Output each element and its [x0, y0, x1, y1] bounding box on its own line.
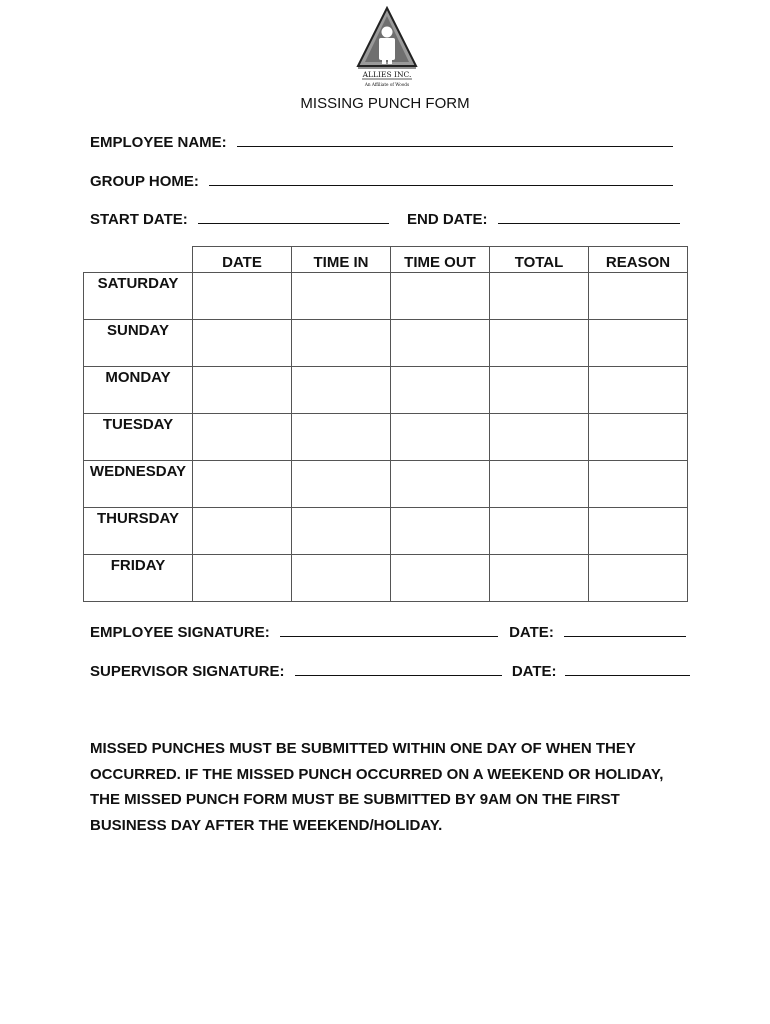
employee-date-label: DATE:	[509, 624, 554, 641]
date-cell[interactable]	[193, 508, 292, 555]
table-row	[84, 508, 688, 555]
column-header-time-in: TIME IN	[292, 247, 391, 273]
date-cell[interactable]	[193, 461, 292, 508]
end-date-line[interactable]	[498, 210, 680, 224]
time-in-cell[interactable]	[292, 508, 391, 555]
supervisor-date-line[interactable]	[565, 662, 690, 676]
employee-name-row	[90, 133, 673, 151]
table-row	[84, 461, 688, 508]
reason-cell[interactable]	[589, 414, 688, 461]
employee-name-line[interactable]	[237, 133, 673, 147]
time-out-cell[interactable]	[391, 273, 490, 320]
total-cell[interactable]	[490, 461, 589, 508]
table-row	[84, 367, 688, 414]
employee-date-line[interactable]	[564, 623, 686, 637]
start-date-line[interactable]	[198, 210, 389, 224]
submission-notice	[90, 736, 690, 839]
reason-cell[interactable]	[589, 555, 688, 602]
reason-cell[interactable]	[589, 273, 688, 320]
reason-cell[interactable]	[589, 461, 688, 508]
group-home-label: GROUP HOME:	[90, 173, 199, 190]
punch-table	[83, 246, 688, 602]
table-corner	[84, 247, 193, 273]
time-out-cell[interactable]	[391, 555, 490, 602]
end-date-row	[407, 210, 680, 228]
notice-line: THE MISSED PUNCH FORM MUST BE SUBMITTED BY 9AM ON THE FIRST	[90, 791, 620, 809]
employee-signature-line[interactable]	[280, 623, 498, 637]
day-label: THURSDAY	[84, 508, 193, 555]
table-row	[84, 414, 688, 461]
employee-name-label: EMPLOYEE NAME:	[90, 134, 227, 151]
group-home-row	[90, 172, 673, 190]
table-row	[84, 555, 688, 602]
date-cell[interactable]	[193, 555, 292, 602]
time-in-cell[interactable]	[292, 367, 391, 414]
group-home-line[interactable]	[209, 172, 673, 186]
logo-tagline-text: An Affiliate of Woods	[364, 82, 410, 87]
supervisor-signature-row	[90, 662, 690, 680]
start-date-label: START DATE:	[90, 211, 188, 228]
reason-cell[interactable]	[589, 508, 688, 555]
time-in-cell[interactable]	[292, 320, 391, 367]
supervisor-signature-line[interactable]	[295, 662, 502, 676]
date-cell[interactable]	[193, 367, 292, 414]
supervisor-signature-label: SUPERVISOR SIGNATURE:	[90, 663, 285, 680]
date-cell[interactable]	[193, 273, 292, 320]
reason-cell[interactable]	[589, 320, 688, 367]
notice-line: OCCURRED. IF THE MISSED PUNCH OCCURRED ON A WEEKEND OR HOLIDAY,	[90, 765, 664, 783]
total-cell[interactable]	[490, 555, 589, 602]
day-label: WEDNESDAY	[84, 461, 193, 508]
day-label: SATURDAY	[84, 273, 193, 320]
table-row	[84, 273, 688, 320]
time-in-cell[interactable]	[292, 461, 391, 508]
time-out-cell[interactable]	[391, 461, 490, 508]
notice-line: MISSED PUNCHES MUST BE SUBMITTED WITHIN ONE DAY OF WHEN THEY	[90, 740, 636, 757]
end-date-label: END DATE:	[407, 211, 488, 228]
table-header-row	[84, 247, 688, 273]
time-in-cell[interactable]	[292, 555, 391, 602]
day-label: FRIDAY	[84, 555, 193, 602]
logo-name-text: ALLIES INC.	[362, 70, 412, 79]
table-row	[84, 320, 688, 367]
day-label: TUESDAY	[84, 414, 193, 461]
total-cell[interactable]	[490, 367, 589, 414]
reason-cell[interactable]	[589, 367, 688, 414]
allies-logo	[352, 6, 422, 90]
page-title: MISSING PUNCH FORM	[300, 95, 470, 112]
column-header-reason: REASON	[589, 247, 688, 273]
total-cell[interactable]	[490, 320, 589, 367]
column-header-date: DATE	[193, 247, 292, 273]
employee-signature-label: EMPLOYEE SIGNATURE:	[90, 624, 270, 641]
logo-triangle-icon	[352, 6, 422, 90]
employee-signature-row	[90, 623, 686, 641]
day-label: MONDAY	[84, 367, 193, 414]
total-cell[interactable]	[490, 508, 589, 555]
column-header-time-out: TIME OUT	[391, 247, 490, 273]
total-cell[interactable]	[490, 414, 589, 461]
date-cell[interactable]	[193, 320, 292, 367]
start-date-row	[90, 210, 389, 228]
time-out-cell[interactable]	[391, 367, 490, 414]
time-in-cell[interactable]	[292, 273, 391, 320]
total-cell[interactable]	[490, 273, 589, 320]
column-header-total: TOTAL	[490, 247, 589, 273]
day-label: SUNDAY	[84, 320, 193, 367]
time-in-cell[interactable]	[292, 414, 391, 461]
supervisor-date-label: DATE:	[511, 663, 557, 680]
time-out-cell[interactable]	[391, 414, 490, 461]
notice-line: BUSINESS DAY AFTER THE WEEKEND/HOLIDAY.	[90, 817, 443, 835]
time-out-cell[interactable]	[391, 320, 490, 367]
date-cell[interactable]	[193, 414, 292, 461]
time-out-cell[interactable]	[391, 508, 490, 555]
